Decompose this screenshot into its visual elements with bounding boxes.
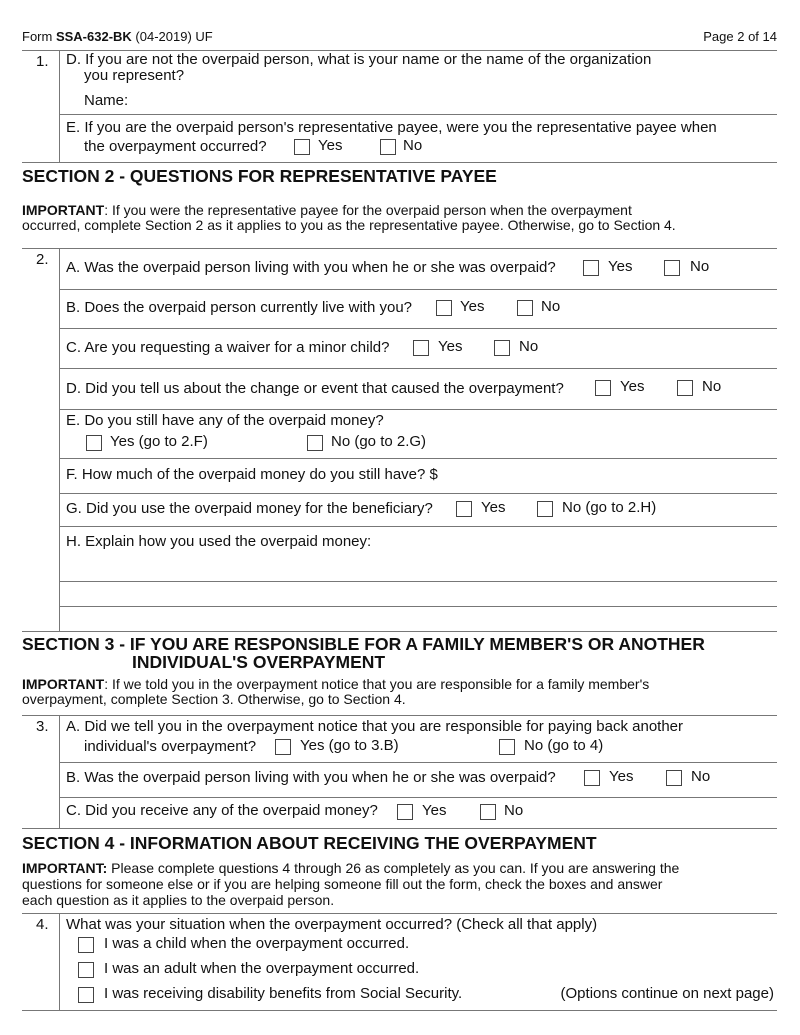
section-3-title-2: INDIVIDUAL'S OVERPAYMENT bbox=[132, 652, 386, 672]
divider bbox=[22, 715, 777, 716]
name-label: Name: bbox=[84, 92, 129, 109]
q2d-yes-checkbox[interactable] bbox=[595, 380, 611, 396]
yes-label: Yes bbox=[481, 499, 506, 516]
no-label: No bbox=[504, 802, 524, 819]
form-number: SSA-632-BK bbox=[55, 29, 132, 44]
no-label: No bbox=[690, 258, 710, 275]
q2c-no-checkbox[interactable] bbox=[494, 340, 510, 356]
divider bbox=[22, 248, 777, 249]
divider bbox=[59, 289, 777, 290]
q3a-yes-checkbox[interactable] bbox=[275, 739, 291, 755]
q2d-text: D. Did you tell us about the change or event that caused the overpayment? bbox=[66, 380, 564, 397]
divider bbox=[59, 526, 777, 527]
q1e-text-2: the overpayment occurred? bbox=[84, 138, 267, 155]
question-number: 1. bbox=[36, 53, 49, 70]
divider bbox=[59, 581, 777, 582]
section-4-title: SECTION 4 - INFORMATION ABOUT RECEIVING THE OVERPAYMENT bbox=[22, 833, 597, 853]
q3b-yes-checkbox[interactable] bbox=[584, 770, 600, 786]
question-number: 4. bbox=[36, 916, 49, 933]
form-id bbox=[22, 28, 213, 46]
q4-text: What was your situation when the overpayment occurred? (Check all that apply) bbox=[66, 916, 598, 933]
no-label: No bbox=[702, 378, 722, 395]
page-number: Page 2 of 14 bbox=[703, 29, 777, 44]
q2a-no-checkbox[interactable] bbox=[664, 260, 680, 276]
q4-option-label: I was a child when the overpayment occurred. bbox=[104, 935, 410, 952]
q3c-yes-checkbox[interactable] bbox=[397, 804, 413, 820]
explanation-field[interactable] bbox=[60, 555, 777, 630]
column-divider bbox=[59, 715, 60, 828]
divider bbox=[22, 913, 777, 914]
q1e-text: E. If you are the overpaid person's representative payee, were you the representative payee when bbox=[66, 119, 717, 136]
q4-option-checkbox[interactable] bbox=[78, 987, 94, 1003]
question-number: 3. bbox=[36, 718, 49, 735]
column-divider bbox=[59, 913, 60, 1010]
section-3-title: SECTION 3 - IF YOU ARE RESPONSIBLE FOR A FAMILY MEMBER'S OR ANOTHER bbox=[22, 634, 705, 654]
important-text: Please complete questions 4 through 26 as completely as you can. If you are answering the bbox=[107, 860, 680, 876]
q2b-yes-checkbox[interactable] bbox=[436, 300, 452, 316]
yes-label: Yes bbox=[422, 802, 447, 819]
q2e-no-checkbox[interactable] bbox=[307, 435, 323, 451]
important-text: : If you were the representative payee for the overpaid person when the overpayment bbox=[104, 202, 632, 218]
yes-label: Yes bbox=[620, 378, 645, 395]
q2d-no-checkbox[interactable] bbox=[677, 380, 693, 396]
section-2-important-2: occurred, complete Section 2 as it applies to you as the representative payee. Otherwise, go to Section 4. bbox=[22, 217, 676, 233]
divider bbox=[59, 762, 777, 763]
important-text: : If we told you in the overpayment notice that you are responsible for a family member's bbox=[104, 676, 650, 692]
divider bbox=[22, 631, 777, 632]
q2c-text: C. Are you requesting a waiver for a minor child? bbox=[66, 339, 390, 356]
q3a-yes-label: Yes (go to 3.B) bbox=[300, 737, 399, 754]
q1e-yes-checkbox[interactable] bbox=[294, 139, 310, 155]
q2b-text: B. Does the overpaid person currently live with you? bbox=[66, 299, 413, 316]
divider bbox=[59, 328, 777, 329]
yes-label: Yes bbox=[460, 298, 485, 315]
section-3-important-2: overpayment, complete Section 3. Otherwise, go to Section 4. bbox=[22, 691, 406, 707]
q2h-text: H. Explain how you used the overpaid money: bbox=[66, 533, 372, 550]
divider bbox=[59, 606, 777, 607]
q2a-yes-checkbox[interactable] bbox=[583, 260, 599, 276]
q3b-no-checkbox[interactable] bbox=[666, 770, 682, 786]
q3c-no-checkbox[interactable] bbox=[480, 804, 496, 820]
yes-label: Yes bbox=[318, 137, 343, 154]
q2a-text: A. Was the overpaid person living with you when he or she was overpaid? bbox=[66, 259, 556, 276]
no-label: No bbox=[519, 338, 539, 355]
q3a-text: A. Did we tell you in the overpayment notice that you are responsible for paying back another bbox=[66, 718, 684, 735]
divider bbox=[59, 797, 777, 798]
divider bbox=[59, 493, 777, 494]
q2e-no-label: No (go to 2.G) bbox=[331, 433, 427, 450]
amount-field[interactable] bbox=[470, 462, 770, 488]
divider bbox=[59, 368, 777, 369]
divider bbox=[59, 409, 777, 410]
form-version: (04-2019) UF bbox=[131, 29, 213, 44]
important-label: IMPORTANT: bbox=[22, 860, 108, 876]
divider bbox=[59, 458, 777, 459]
q2c-yes-checkbox[interactable] bbox=[413, 340, 429, 356]
yes-label: Yes bbox=[609, 768, 634, 785]
q2b-no-checkbox[interactable] bbox=[517, 300, 533, 316]
yes-label: Yes bbox=[608, 258, 633, 275]
divider bbox=[59, 114, 777, 115]
no-label: No bbox=[691, 768, 711, 785]
q3a-text-2: individual's overpayment? bbox=[84, 738, 257, 755]
column-divider bbox=[59, 248, 60, 631]
q1d-text-2: you represent? bbox=[84, 67, 185, 84]
section-4-important-3: each question as it applies to the overpaid person. bbox=[22, 892, 335, 908]
section-4-important-2: questions for someone else or if you are helping someone fill out the form, check the boxes and answer bbox=[22, 876, 663, 892]
section-2-important bbox=[22, 203, 632, 218]
no-label: No bbox=[541, 298, 561, 315]
q2g-no-checkbox[interactable] bbox=[537, 501, 553, 517]
no-label: No bbox=[403, 137, 423, 154]
q3a-no-label: No (go to 4) bbox=[524, 737, 604, 754]
continue-note: (Options continue on next page) bbox=[560, 985, 774, 1002]
q2g-no-label: No (go to 2.H) bbox=[562, 499, 657, 516]
q4-option-label: I was receiving disability benefits from Social Security. bbox=[104, 985, 463, 1002]
q3b-text: B. Was the overpaid person living with you when he or she was overpaid? bbox=[66, 769, 556, 786]
q2e-text: E. Do you still have any of the overpaid money? bbox=[66, 412, 384, 429]
divider bbox=[22, 1010, 777, 1011]
q1e-no-checkbox[interactable] bbox=[380, 139, 396, 155]
section-3-important bbox=[22, 677, 649, 692]
divider bbox=[22, 828, 777, 829]
important-label: IMPORTANT bbox=[22, 202, 105, 218]
q2g-text: G. Did you use the overpaid money for the beneficiary? bbox=[66, 500, 433, 517]
divider bbox=[22, 162, 777, 163]
q2g-yes-checkbox[interactable] bbox=[456, 501, 472, 517]
name-field[interactable] bbox=[135, 90, 775, 112]
section-4-important bbox=[22, 861, 679, 876]
column-divider bbox=[59, 50, 60, 162]
q4-option-checkbox[interactable] bbox=[78, 962, 94, 978]
q2e-yes-checkbox[interactable] bbox=[86, 435, 102, 451]
q2f-text: F. How much of the overpaid money do you still have? $ bbox=[66, 466, 438, 483]
q4-option-checkbox[interactable] bbox=[78, 937, 94, 953]
important-label: IMPORTANT bbox=[22, 676, 105, 692]
q4-option-label: I was an adult when the overpayment occurred. bbox=[104, 960, 420, 977]
q2e-yes-label: Yes (go to 2.F) bbox=[110, 433, 208, 450]
q3a-no-checkbox[interactable] bbox=[499, 739, 515, 755]
section-2-title: SECTION 2 - QUESTIONS FOR REPRESENTATIVE PAYEE bbox=[22, 166, 497, 186]
yes-label: Yes bbox=[438, 338, 463, 355]
question-number: 2. bbox=[36, 251, 49, 268]
q3c-text: C. Did you receive any of the overpaid money? bbox=[66, 802, 378, 819]
q1d-text: D. If you are not the overpaid person, what is your name or the name of the organization bbox=[66, 51, 652, 68]
form-prefix: Form bbox=[22, 29, 56, 44]
